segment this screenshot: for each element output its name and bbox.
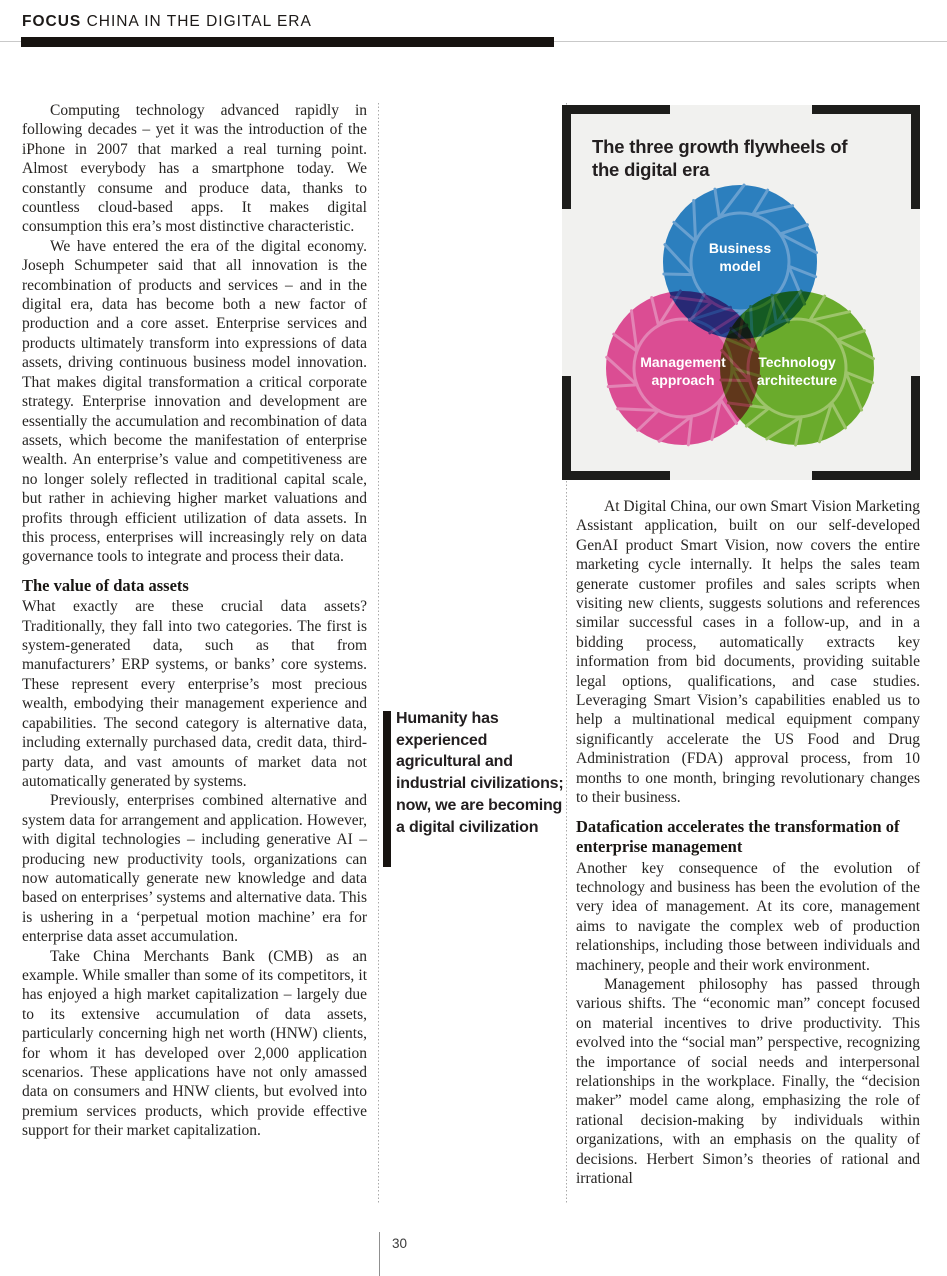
kicker-section-label: FOCUS	[22, 13, 82, 30]
section-heading: The value of data assets	[22, 575, 189, 595]
figure-title: The three growth flywheels of the digital era	[592, 136, 848, 180]
article-column-left	[22, 101, 367, 1141]
article-column-right	[576, 497, 920, 1188]
paragraph: Another key consequence of the evolution of technology and business has been the evolution of the very idea of management. At its core, management aims to navigate the complex web of production relationships, including those between individuals and machinery, people and their work environment.	[576, 859, 920, 974]
paragraph: Computing technology advanced rapidly in following decades – yet it was the introduction of the iPhone in 2007 that marked a real turning point. Almost everybody has a smartphone today. We constantly consume and produce data, thanks to countless cloud-based apps. It makes digital consumption this era’s most distinctive characteristic.	[22, 102, 367, 236]
page-number: 30	[392, 1236, 408, 1251]
folio-rule	[379, 1232, 380, 1276]
kicker-title: CHINA IN THE DIGITAL ERA	[86, 13, 312, 30]
circle-label-technology-architecture: Technology architecture	[756, 354, 838, 388]
circle-label-business-model: Business model	[708, 240, 772, 274]
circle-label-management-approach: Management approach	[640, 354, 726, 388]
header-black-bar	[21, 37, 554, 47]
paragraph: Previously, enterprises combined alternative and system data for arrangement and application. However, with digital technologies – including generative AI – producing new productivity tools, organizations can now automatically generate new knowledge and data based on enterprises’ systems and alternative data. This is ushering in a ‘perpetual motion machine’ era for enterprise data asset accumulation.	[22, 792, 367, 946]
paragraph: Management philosophy has passed through various shifts. The “economic man” concept focused on material incentives to drive productivity. This evolved into the “social man” perspective, recognizing the importance of social needs and interpersonal relationships in the workplace. Finally, the “decision maker” model came along, emphasizing the role of rational decision-making by individuals within organizations, with an emphasis on the quality of decisions. Herbert Simon’s theories of rational and irrational	[576, 975, 920, 1187]
paragraph: We have entered the era of the digital economy. Joseph Schumpeter said that all innovation is the recombination of products and services – and in the digital era, data has become both a new factor of production and a core asset. Enterprise services and products ultimately transform into expressions of data assets, driving continuous business model innovation. That makes digital transformation a critical corporate strategy. Enterprise innovation and development are essentially the accumulation and recombination of data assets, which become the manifestation of enterprise wealth. An enterprise’s value and competitiveness are no longer solely reflected in traditional capital scale, but rather in achieving higher market valuations and profits through efficient utilization of data assets. In this process, enterprises will increasingly rely on data governance tools to integrate and process their data.	[22, 237, 367, 566]
flywheels-figure	[562, 105, 920, 480]
paragraph: At Digital China, our own Smart Vision Marketing Assistant application, built on our self-developed GenAI product Smart Vision, now covers the entire marketing cycle internally. It helps the sales team generate customer profiles and sales scripts when visiting new clients, suggests solutions and references similar successful cases in a follow-up, and in a bidding process, automatically extracts key information from bid documents, providing suitable legal options, qualifications, and case studies. Leveraging Smart Vision’s capabilities enabled us to help a multinational medical equipment company significantly accelerate the US Food and Drug Administration (FDA) approval process, from 10 months to one month, bringing revolutionary changes to their business.	[576, 498, 920, 807]
column-divider-left	[378, 103, 379, 1203]
pull-quote	[383, 708, 573, 838]
paragraph: Take China Merchants Bank (CMB) as an example. While smaller than some of its competitors, it has enjoyed a high market capitalization – largely due to its extensive accumulation of data assets, particularly concerning high net worth (HNW) clients, for whom it has developed over 2,000 application scenarios. These applications have not only amassed data on consumers and HNW clients, but evolved into premium services products, which provide effective support for their market capitalization.	[22, 947, 367, 1140]
section-heading: Datafication accelerates the transformation of enterprise management	[576, 816, 900, 856]
pull-quote-bar	[383, 711, 391, 867]
page-kicker	[22, 13, 312, 31]
paragraph: What exactly are these crucial data assets? Traditionally, they fall into two categories. The first is system-generated data, such as that from manufacturers’ ERP systems, or banks’ core systems. These represent every enterprise’s most precious wealth, embodying their management experience and capabilities. The second category is alternative data, including externally purchased data, credit data, third-party data, and vast amounts of market data not automatically generated by systems.	[22, 598, 367, 790]
pull-quote-text: Humanity has experienced agricultural and industrial civilizations; now, we are becoming a digital civilization	[396, 710, 564, 836]
